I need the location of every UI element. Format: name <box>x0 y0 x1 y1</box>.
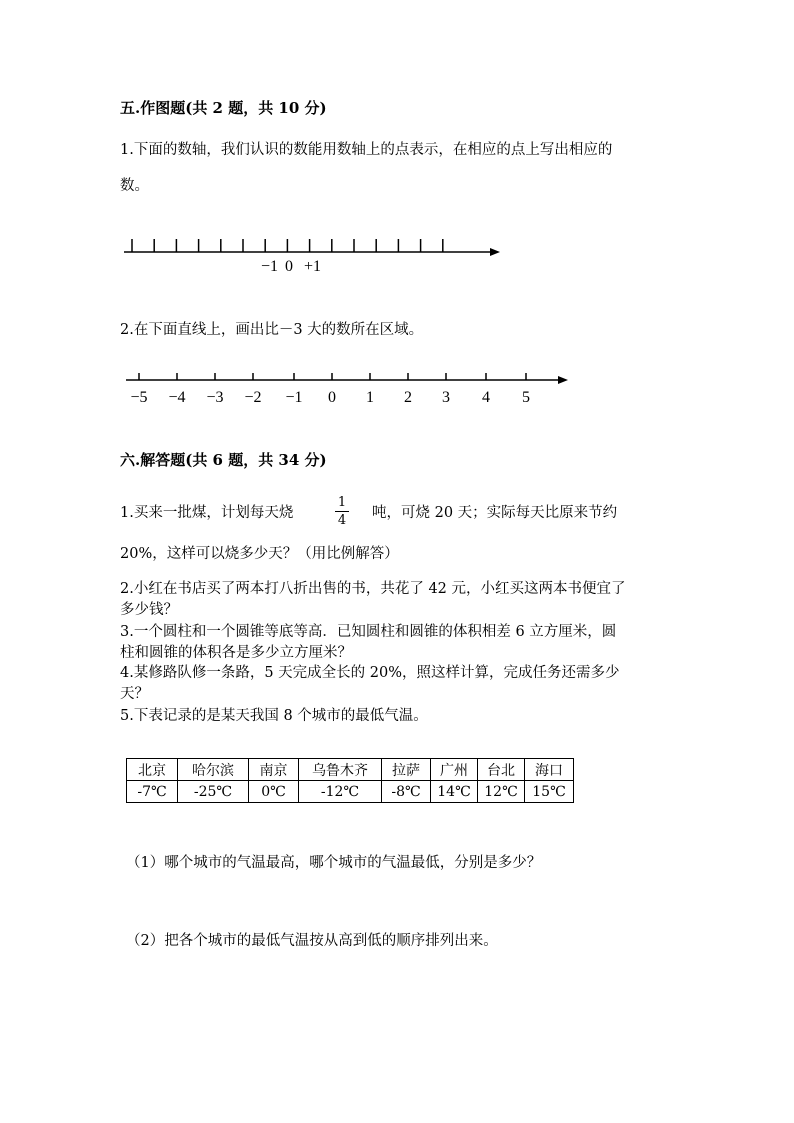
table-cell: -12℃ <box>299 781 382 803</box>
section5-title: 五.作图题(共 2 题，共 10 分) <box>120 99 327 117</box>
table-cell: 哈尔滨 <box>178 759 249 781</box>
fraction-numerator: 1 <box>337 495 347 510</box>
axis1-label: −1 <box>261 258 279 275</box>
table-cell: 北京 <box>127 759 178 781</box>
s6-q4-line1: 4.某修路队修一条路，5 天完成全长的 20%，照这样计算，完成任务还需多少 <box>120 665 620 681</box>
table-cell: 14℃ <box>431 781 478 803</box>
axis2-label: 1 <box>366 389 374 406</box>
axis2-label: −4 <box>168 389 186 406</box>
s6-sub2: （2）把各个城市的最低气温按从高到低的顺序排列出来。 <box>126 933 498 949</box>
s6-q2-line1: 2.小红在书店买了两本打八折出售的书，共花了 42 元，小红买这两本书便宜了 <box>120 581 626 597</box>
axis2-label: 2 <box>404 389 412 406</box>
table-cell: 0℃ <box>249 781 299 803</box>
axis2-label: −2 <box>244 389 262 406</box>
table-cell: 南京 <box>249 759 299 781</box>
table-cell: 广州 <box>431 759 478 781</box>
table-cell: -7℃ <box>127 781 178 803</box>
axis2-label: 4 <box>482 389 490 406</box>
axis2-label: 3 <box>442 389 450 406</box>
table-cell: 拉萨 <box>382 759 431 781</box>
table-cell: -8℃ <box>382 781 431 803</box>
section6-title: 六.解答题(共 6 题，共 34 分) <box>120 451 327 469</box>
s6-q1-part-b: 吨，可烧 20 天；实际每天比原来节约 <box>372 505 618 521</box>
s6-q2-line2: 多少钱？ <box>120 602 178 618</box>
s6-q3-line2: 柱和圆锥的体积各是多少立方厘米？ <box>120 645 352 661</box>
number-line-1 <box>0 230 794 278</box>
table-cell: 乌鲁木齐 <box>299 759 382 781</box>
axis2-label: −5 <box>130 389 148 406</box>
fraction <box>333 494 351 529</box>
table-cell: 12℃ <box>478 781 525 803</box>
s6-q4-line2: 天？ <box>120 686 149 702</box>
axis2-label: −1 <box>285 389 303 406</box>
s6-sub1: （1）哪个城市的气温最高，哪个城市的气温最低，分别是多少？ <box>126 855 542 871</box>
s5-q1-line2: 数。 <box>120 178 149 194</box>
table-cell: 15℃ <box>525 781 574 803</box>
axis1-label: +1 <box>304 258 322 275</box>
s6-q1-line2: 20%，这样可以烧多少天？（用比例解答） <box>120 546 399 562</box>
axis2-label: 5 <box>522 389 530 406</box>
temperature-table <box>126 758 574 803</box>
number-line-2 <box>0 366 794 410</box>
table-row-temps <box>127 781 574 803</box>
table-row-cities <box>127 759 574 781</box>
s6-q3-line1: 3.一个圆柱和一个圆锥等底等高．已知圆柱和圆锥的体积相差 6 立方厘米，圆 <box>120 624 617 640</box>
table-cell: -25℃ <box>178 781 249 803</box>
s5-q1-line1: 1.下面的数轴，我们认识的数能用数轴上的点表示，在相应的点上写出相应的 <box>120 142 613 158</box>
s5-q2: 2.在下面直线上，画出比－3 大的数所在区域。 <box>120 322 424 338</box>
axis2-label: −3 <box>206 389 224 406</box>
axis2-label: 0 <box>328 389 336 406</box>
fraction-denominator: 4 <box>337 513 347 528</box>
table-cell: 台北 <box>478 759 525 781</box>
s6-q5: 5.下表记录的是某天我国 8 个城市的最低气温。 <box>120 708 428 724</box>
table-cell: 海口 <box>525 759 574 781</box>
axis1-label: 0 <box>285 258 293 275</box>
s6-q1-part-a: 1.买来一批煤，计划每天烧 <box>120 505 294 521</box>
